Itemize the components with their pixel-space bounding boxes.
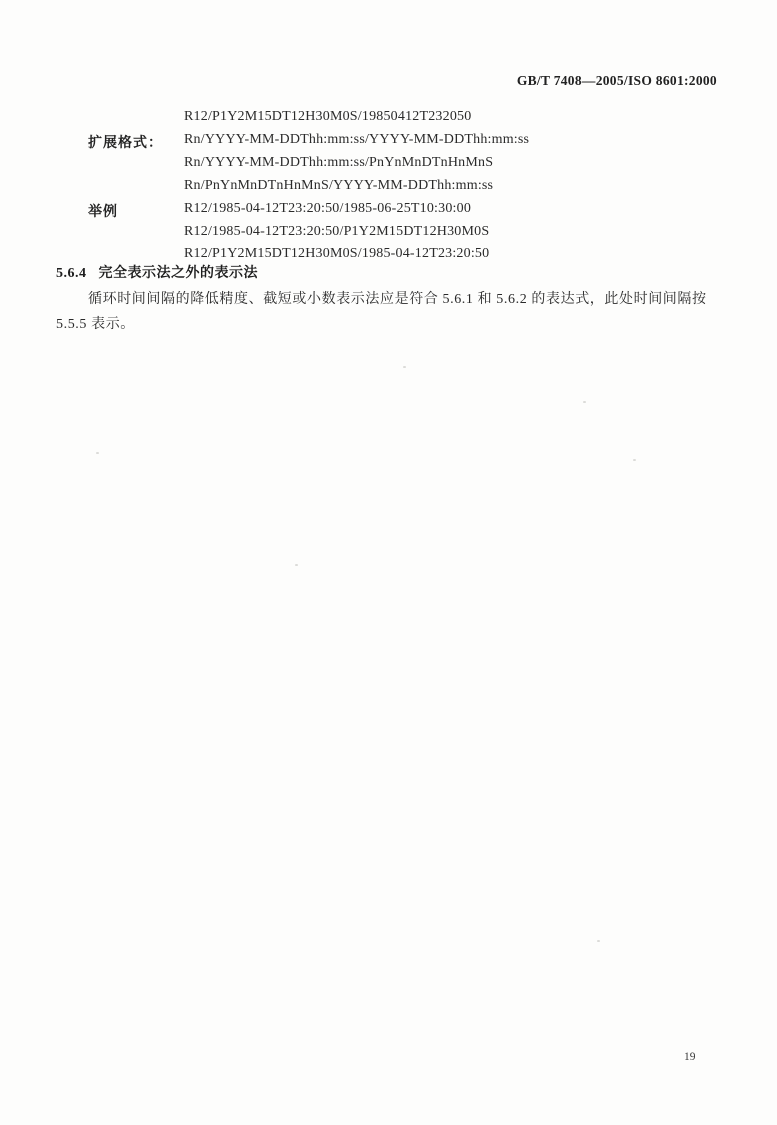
section-heading [56,262,258,282]
scan-speck [295,564,298,566]
section-body-line: 5.5.5 表示。 [56,317,135,332]
example-line: R12/1985-04-12T23:20:50/P1Y2M15DT12H30M0S [184,224,490,239]
example-line: R12/P1Y2M15DT12H30M0S/1985-04-12T23:20:50 [184,246,490,261]
scan-speck [583,401,586,403]
extended-format-line: Rn/YYYY-MM-DDThh:mm:ss/PnYnMnDTnHnMnS [184,155,494,170]
example-line: R12/1985-04-12T23:20:50/1985-06-25T10:30:00 [184,201,472,216]
scan-speck [633,459,636,461]
extended-format-line: Rn/YYYY-MM-DDThh:mm:ss/YYYY-MM-DDThh:mm:ss [184,132,530,147]
extended-format-line: Rn/PnYnMnDTnHnMnS/YYYY-MM-DDThh:mm:ss [184,178,494,193]
scan-speck [96,452,99,454]
examples-label: 举例 [88,205,118,220]
basic-format-continuation-line: R12/P1Y2M15DT12H30M0S/19850412T232050 [184,109,472,124]
section-number: 5.6.4 [56,266,87,281]
scan-speck [403,366,406,368]
section-title: 完全表示法之外的表示法 [98,266,258,281]
section-body-line: 循环时间间隔的降低精度、截短或小数表示法应是符合 5.6.1 和 5.6.2 的表达式，此处时间间隔按 [88,292,707,307]
extended-format-label: 扩展格式： [88,136,163,151]
standard-designation-header: GB/T 7408—2005/ISO 8601:2000 [516,73,717,88]
page-number: 19 [684,1051,696,1063]
scan-speck [597,940,600,942]
